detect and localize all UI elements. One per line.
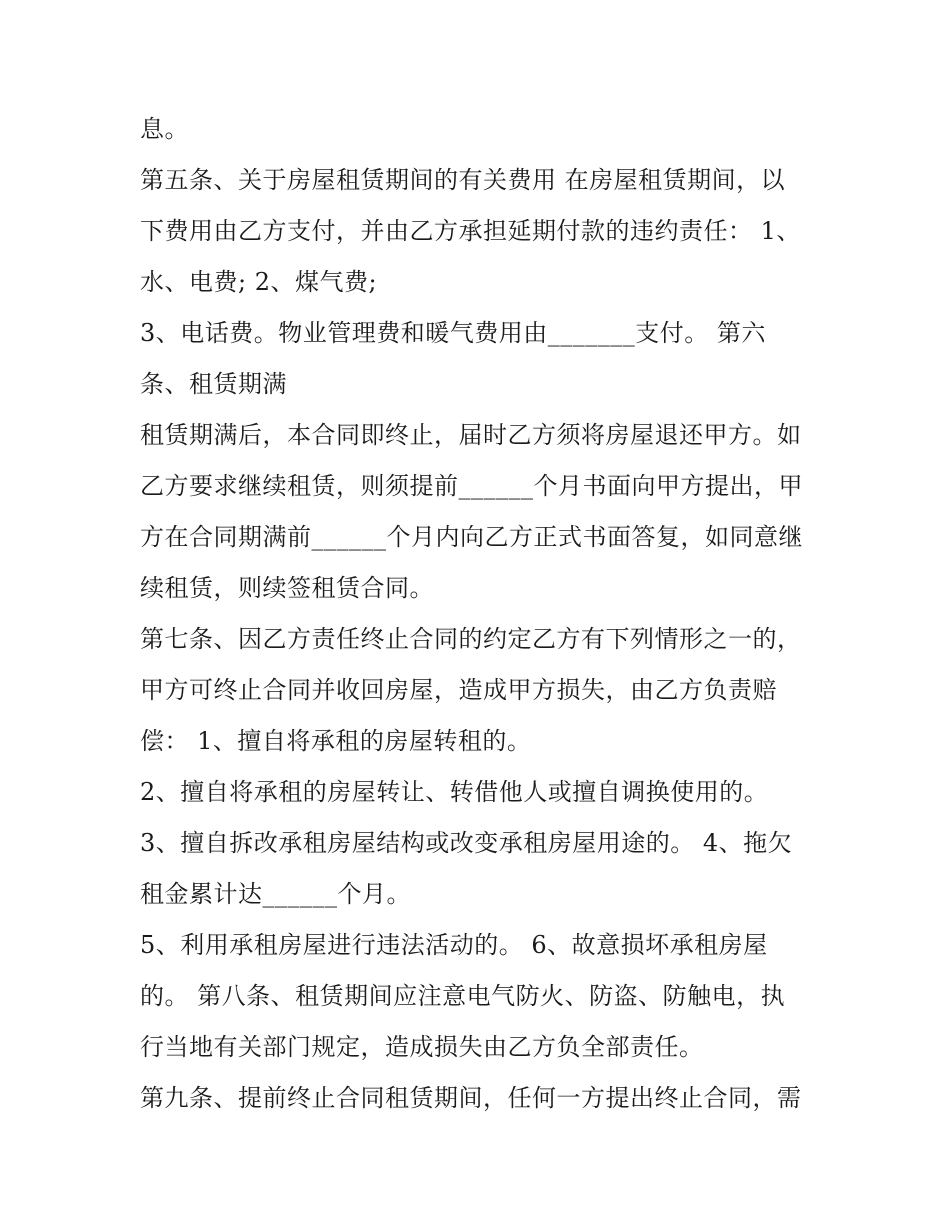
text-line: 第五条、关于房屋租赁期间的有关费用 在房屋租赁期间，以	[140, 166, 786, 194]
text-line: 第七条、因乙方责任终止合同的约定乙方有下列情形之一的，	[140, 625, 802, 653]
text-line: 息。	[140, 115, 189, 143]
text-line: 水、电费; 2、煤气费;	[140, 268, 378, 296]
text-line: 偿： 1、擅自将承租的房屋转租的。	[140, 727, 532, 755]
text-line: 3、擅自拆改承租房屋结构或改变承租房屋用途的。 4、拖欠	[140, 829, 793, 857]
text-line: 方在合同期满前______个月内向乙方正式书面答复，如同意继	[140, 523, 803, 551]
text-line: 下费用由乙方支付，并由乙方承担延期付款的违约责任： 1、	[140, 217, 801, 245]
text-line: 5、利用承租房屋进行违法活动的。 6、故意损坏承租房屋	[140, 931, 768, 959]
text-line: 租赁期满后，本合同即终止，届时乙方须将房屋退还甲方。如	[140, 421, 802, 449]
text-line: 2、擅自将承租的房屋转让、转借他人或擅自调换使用的。	[140, 778, 769, 806]
text-line: 甲方可终止合同并收回房屋，造成甲方损失，由乙方负责赔	[140, 676, 777, 704]
text-line: 行当地有关部门规定，造成损失由乙方负全部责任。	[140, 1033, 704, 1061]
text-line: 乙方要求继续租赁，则须提前______个月书面向甲方提出，甲	[140, 472, 803, 500]
text-line: 3、电话费。物业管理费和暖气费用由_______支付。 第六	[140, 319, 766, 347]
text-line: 租金累计达______个月。	[140, 880, 411, 908]
text-line: 第九条、提前终止合同租赁期间，任何一方提出终止合同，需	[140, 1084, 802, 1112]
text-line: 的。 第八条、租赁期间应注意电气防火、防盗、防触电，执	[140, 982, 786, 1010]
text-line: 续租赁，则续签租赁合同。	[140, 574, 434, 602]
text-line: 条、租赁期满	[140, 370, 287, 398]
